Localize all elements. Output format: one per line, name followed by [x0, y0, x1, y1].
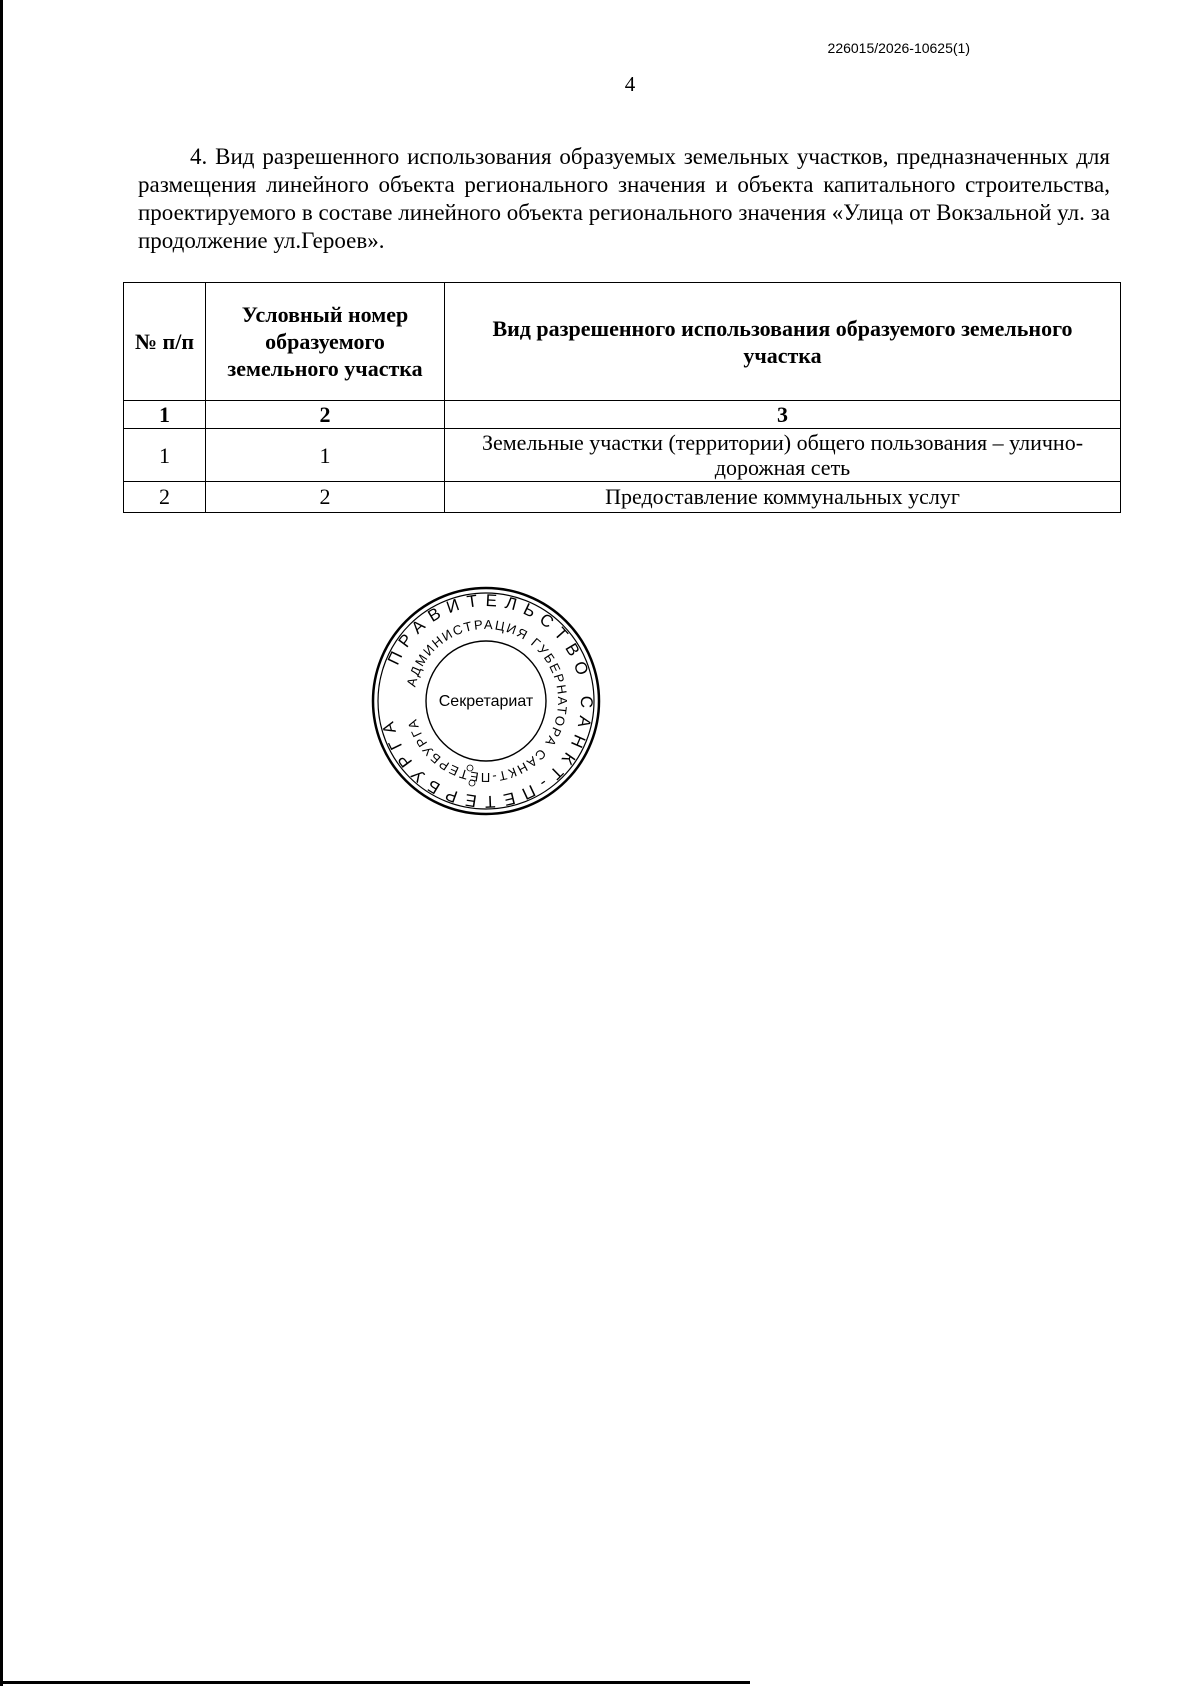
column-number: 1: [124, 401, 206, 429]
scan-border-left: [0, 0, 3, 1686]
table-row: [124, 482, 1121, 513]
page-number: 4: [624, 72, 636, 96]
allowed-use-table: [123, 282, 1121, 513]
column-number: 2: [206, 401, 445, 429]
header-allowed-use: Вид разрешенного использования образуемого земельного участка: [445, 283, 1121, 401]
row-number: 2: [124, 482, 206, 513]
allowed-use: Предоставление коммунальных услуг: [445, 482, 1121, 513]
stamp-center-text: Секретариат: [438, 693, 534, 710]
column-number-row: [124, 401, 1121, 429]
official-stamp: [370, 585, 602, 817]
stamp-outer-text-path: ПРАВИТЕЛЬСТВО САНКТ-ПЕТЕРБУРГА: [378, 590, 597, 812]
header-plot-number: Условный номер образуемого земельного участка: [206, 283, 445, 401]
header-number: № п/п: [124, 283, 206, 401]
table-row: [124, 429, 1121, 482]
plot-number: 2: [206, 482, 445, 513]
scan-border-bottom: [0, 1681, 750, 1684]
column-number: 3: [445, 401, 1121, 429]
section-paragraph: 4. Вид разрешенного использования образуемых земельных участков, предназначенных для размещения линейного объекта регионального значения и объекта капитального строительства, проектируемого в составе линейного объекта регионального значения «Улица от Вокзальной ул. за продолжение ул.Героев».: [138, 144, 1110, 253]
allowed-use: Земельные участки (территории) общего пользования – улично-дорожная сеть: [445, 429, 1121, 482]
plot-number: 1: [206, 429, 445, 482]
stamp-inner-text-path: АДМИНИСТРАЦИЯ ГУБЕРНАТОРА САНКТ-ПЕТЕРБУРГА: [403, 616, 571, 786]
row-number: 1: [124, 429, 206, 482]
table-header-row: [124, 283, 1121, 401]
document-number: 226015/2026-10625(1): [827, 40, 970, 56]
